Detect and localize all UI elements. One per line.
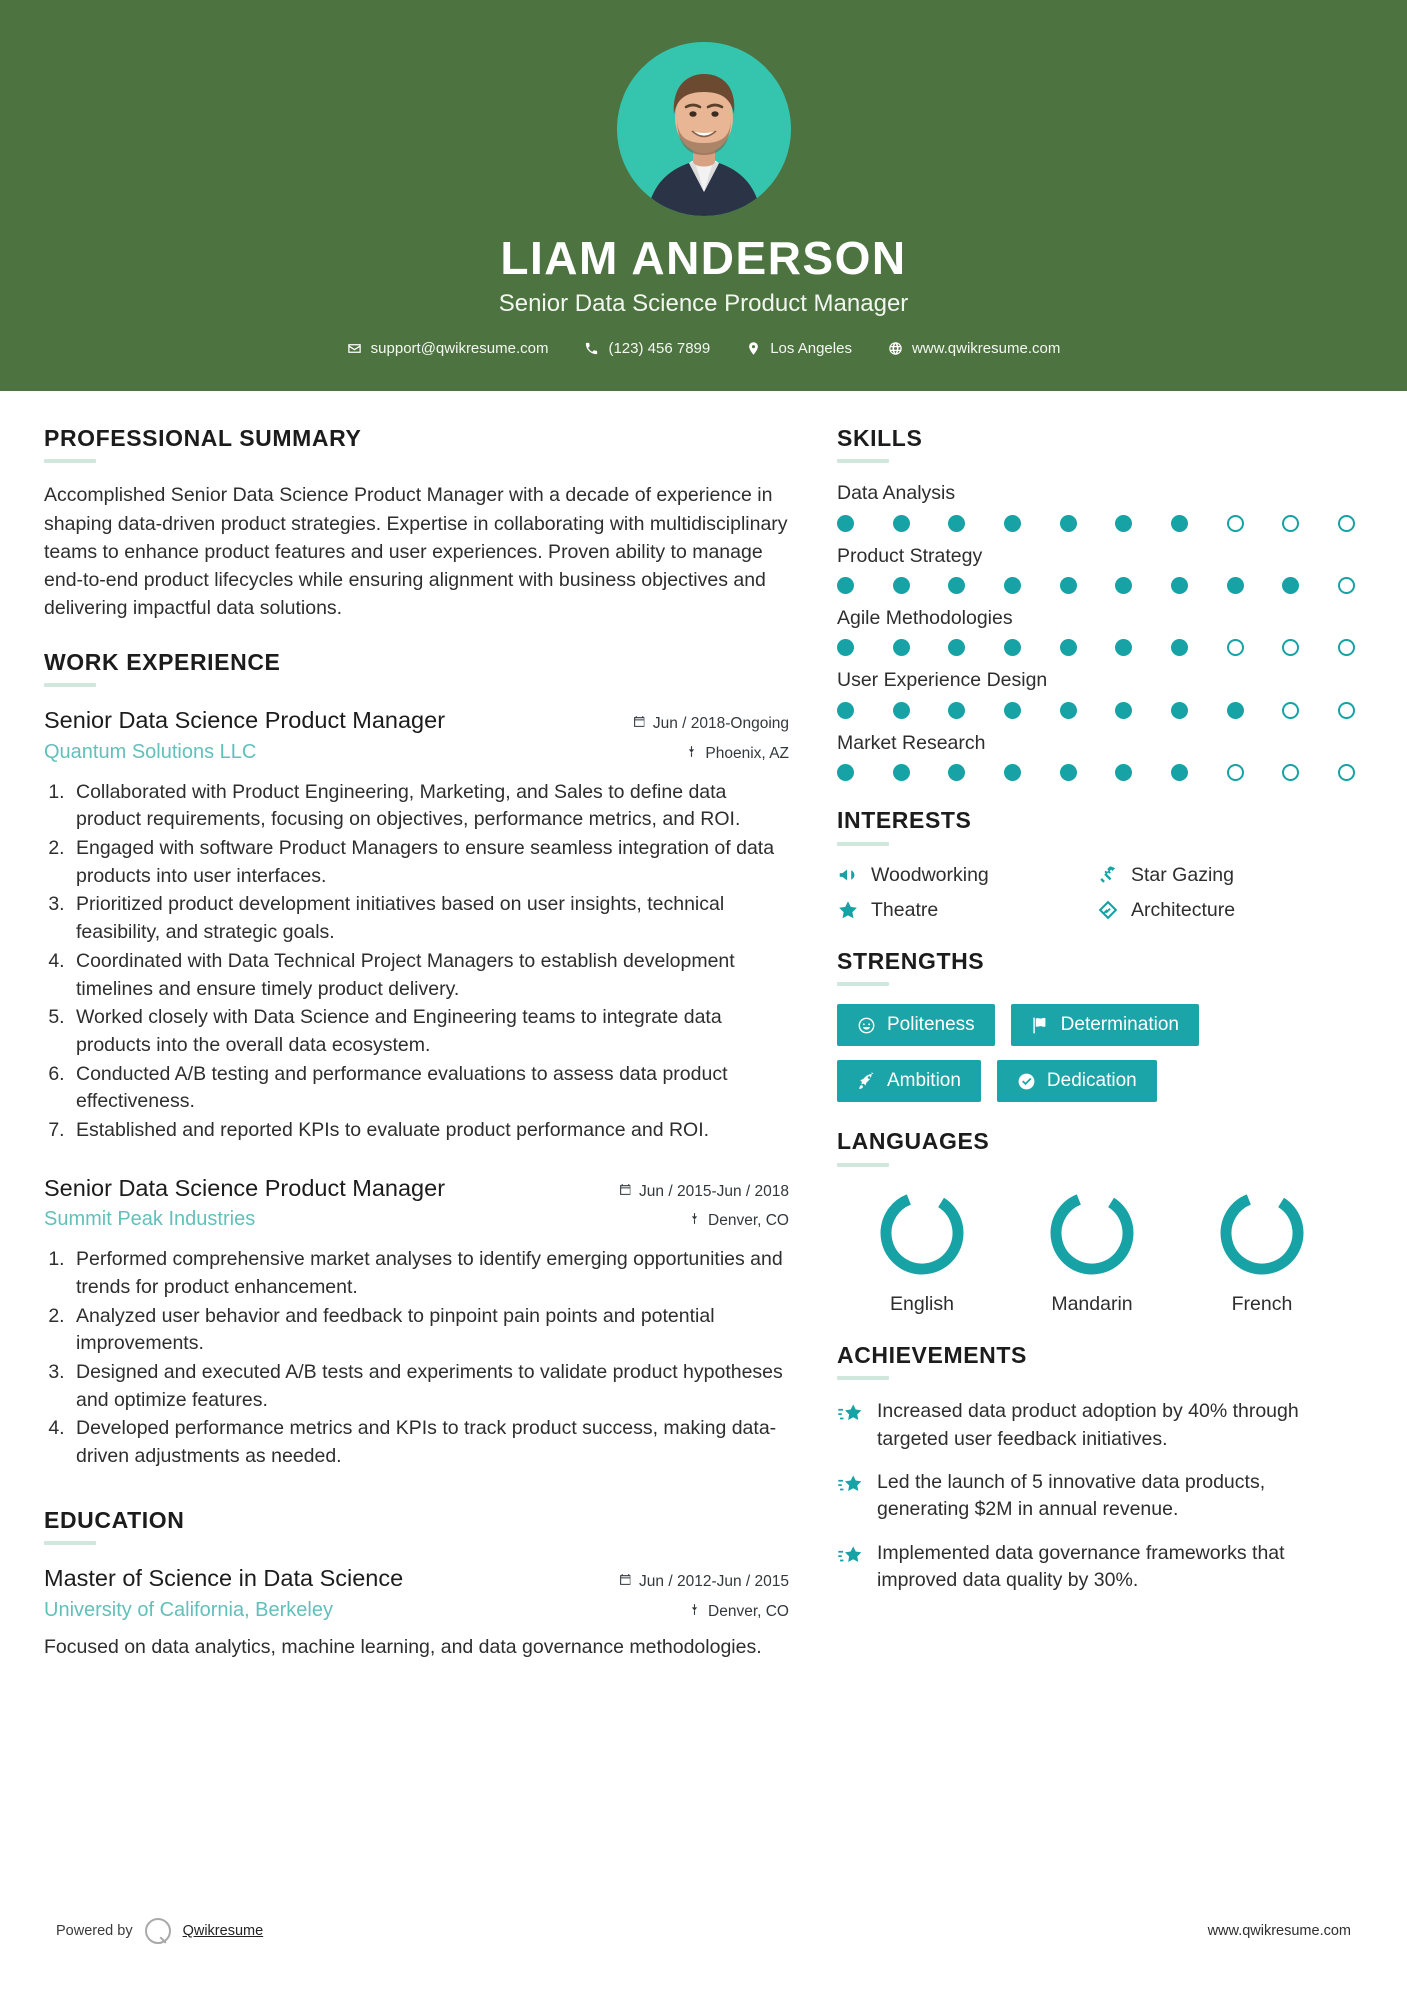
list-item: 3. Designed and executed A/B tests and experiments to validate product hypotheses and optimize features. (70, 1359, 789, 1414)
shooting-star-icon (837, 1401, 863, 1427)
section-title: ACHIEVEMENTS (837, 1341, 1027, 1368)
skill-label: Data Analysis (837, 482, 956, 505)
skill-dot-filled (1004, 577, 1021, 594)
language-item (1007, 1185, 1177, 1316)
section-title: LANGUAGES (837, 1128, 990, 1155)
job-location-text: Phoenix, AZ (705, 744, 789, 762)
skill-dot-filled (1004, 515, 1021, 532)
job-location (685, 740, 789, 763)
skill-label: Market Research (837, 731, 986, 754)
skill-dot-filled (948, 764, 965, 781)
list-item: 4. Coordinated with Data Technical Project Managers to establish development timelines and ensure timely product delivery. (70, 948, 789, 1003)
globe-icon (888, 341, 903, 356)
skill-dot-filled (1282, 577, 1299, 594)
skill-dot-filled (1171, 577, 1188, 594)
achievement-item (837, 1540, 1357, 1595)
list-item: 7. Established and reported KPIs to evaluate product performance and ROI. (70, 1117, 789, 1145)
check-circle-icon (1017, 1072, 1036, 1091)
skill-dot-filled (1004, 764, 1021, 781)
skill-dot-filled (837, 577, 854, 594)
job-header (44, 1173, 789, 1204)
section-divider (837, 459, 889, 463)
section-achievements (837, 1342, 1357, 1594)
contact-phone-text: (123) 456 7899 (608, 339, 711, 357)
rocket-icon (857, 1072, 876, 1091)
skill-item (837, 668, 1357, 718)
calendar-icon (619, 1183, 632, 1201)
skill-label: Agile Methodologies (837, 606, 1013, 629)
job-location (688, 1207, 789, 1230)
language-gauge (1214, 1185, 1310, 1281)
skill-dot-filled (893, 515, 910, 532)
job-title: Senior Data Science Product Manager (44, 707, 446, 734)
star-icon (837, 899, 859, 921)
skill-dot-filled (1115, 639, 1132, 656)
section-strengths (837, 948, 1357, 1103)
interest-label: Woodworking (871, 863, 989, 886)
summary-text: Accomplished Senior Data Science Product Manager with a decade of experience in shaping data-driven product strategies. Expertise in collaborating with multidisciplinary teams to enhance product features and user experiences. Proven ability to manage end-to-end product lifecycles while ensuring alignment with business objectives and delivering impactful data solutions. (44, 484, 788, 620)
footer-website[interactable]: www.qwikresume.com (1207, 1923, 1351, 1939)
skill-rating (837, 764, 1357, 781)
resume-body (0, 391, 1407, 1687)
achievement-text: Led the launch of 5 innovative data products, generating $2M in annual revenue. (877, 1470, 1266, 1521)
interest-label: Theatre (871, 898, 939, 921)
degree-title: Master of Science in Data Science (44, 1565, 404, 1592)
skill-dot-filled (948, 639, 965, 656)
section-work-experience (44, 649, 789, 1471)
skill-label: Product Strategy (837, 544, 983, 567)
job-dates (619, 1178, 789, 1201)
education-location-text: Denver, CO (708, 1602, 789, 1620)
language-label: English (890, 1292, 954, 1315)
skill-dot-filled (948, 515, 965, 532)
education-dates-text: Jun / 2012-Jun / 2015 (639, 1573, 789, 1591)
job-role-subtitle: Senior Data Science Product Manager (498, 289, 909, 317)
section-title: WORK EXPERIENCE (44, 648, 281, 675)
language-label: French (1231, 1292, 1293, 1315)
interest-item (837, 899, 1097, 922)
job-subheader (44, 739, 789, 766)
job-location-text: Denver, CO (708, 1212, 789, 1230)
job-title: Senior Data Science Product Manager (44, 1174, 446, 1201)
interest-label: Architecture (1131, 898, 1236, 921)
language-item (1177, 1185, 1347, 1316)
diamond-icon (1097, 899, 1119, 921)
job-entry (44, 1173, 789, 1471)
skill-dot-empty (1282, 515, 1299, 532)
skill-dot-filled (1171, 764, 1188, 781)
list-item: 6. Conducted A/B testing and performance evaluations to assess data product effectiveness. (70, 1061, 789, 1116)
powered-by-label: Powered by (56, 1923, 133, 1939)
section-skills (837, 425, 1357, 781)
skill-dot-empty (1227, 639, 1244, 656)
section-divider (44, 683, 96, 687)
interest-item (837, 864, 1097, 887)
skill-dot-filled (1004, 702, 1021, 719)
smiley-icon (857, 1016, 876, 1035)
strength-badge (837, 1060, 981, 1102)
strength-badge (1011, 1004, 1199, 1046)
contact-phone[interactable] (566, 340, 728, 357)
avatar (617, 42, 791, 216)
skill-dot-filled (837, 702, 854, 719)
skill-dot-filled (948, 702, 965, 719)
list-item: 1. Performed comprehensive market analyses to identify emerging opportunities and trends for product enhancement. (70, 1246, 789, 1301)
skill-dot-filled (1060, 702, 1077, 719)
skill-dot-filled (837, 515, 854, 532)
skill-dot-filled (1060, 764, 1077, 781)
section-divider (837, 1376, 889, 1380)
contact-website-text: www.qwikresume.com (911, 339, 1061, 357)
contact-email[interactable] (329, 340, 567, 357)
skill-item (837, 481, 1357, 531)
footer-branding (56, 1918, 263, 1944)
skill-dot-filled (893, 764, 910, 781)
skill-dot-empty (1338, 764, 1355, 781)
job-dates-text: Jun / 2015-Jun / 2018 (639, 1182, 789, 1200)
job-bullets (70, 1246, 789, 1471)
skill-dot-filled (1060, 577, 1077, 594)
skill-dot-filled (1171, 702, 1188, 719)
contact-location (728, 340, 870, 357)
skill-rating (837, 639, 1357, 656)
shooting-star-icon (837, 1543, 863, 1569)
skill-dot-filled (1115, 764, 1132, 781)
pin-icon (688, 1212, 701, 1230)
education-entry (44, 1563, 789, 1661)
section-title: STRENGTHS (837, 947, 985, 974)
skill-dot-empty (1282, 639, 1299, 656)
skill-dot-empty (1227, 764, 1244, 781)
skill-dot-filled (1227, 702, 1244, 719)
strength-label: Determination (1060, 1014, 1179, 1036)
section-divider (44, 459, 96, 463)
megaphone-icon (837, 864, 859, 886)
strengths-grid (837, 1004, 1357, 1102)
skill-dot-filled (1115, 702, 1132, 719)
section-professional-summary (44, 425, 789, 623)
company-name[interactable]: Quantum Solutions LLC (44, 740, 257, 763)
skill-dot-empty (1282, 764, 1299, 781)
skill-dot-filled (1171, 639, 1188, 656)
section-divider (837, 1163, 889, 1167)
skill-label: User Experience Design (837, 669, 1048, 692)
interest-item (1097, 864, 1357, 887)
skill-rating (837, 702, 1357, 719)
strength-label: Ambition (887, 1070, 961, 1092)
language-gauge (874, 1185, 970, 1281)
section-title: PROFESSIONAL SUMMARY (44, 424, 362, 451)
list-item: 1. Collaborated with Product Engineering, Marketing, and Sales to define data product requirements, focusing on objectives, performance metrics, and ROI. (70, 779, 789, 834)
company-name[interactable]: Summit Peak Industries (44, 1208, 256, 1231)
skill-dot-empty (1338, 702, 1355, 719)
skills-list (837, 481, 1357, 781)
skill-dot-empty (1282, 702, 1299, 719)
education-location (688, 1598, 789, 1621)
phone-icon (584, 341, 599, 356)
job-header (44, 705, 789, 736)
skill-dot-filled (893, 639, 910, 656)
education-subheader (44, 1597, 789, 1624)
skill-dot-empty (1338, 577, 1355, 594)
skill-item (837, 606, 1357, 656)
left-column (44, 425, 789, 1687)
section-education (44, 1507, 789, 1661)
contact-email-text: support@qwikresume.com (370, 339, 549, 357)
skill-item (837, 731, 1357, 781)
contact-bar (0, 340, 1407, 357)
language-item (837, 1185, 1007, 1316)
skill-dot-empty (1338, 515, 1355, 532)
skill-dot-filled (1115, 515, 1132, 532)
skill-dot-filled (893, 577, 910, 594)
job-subheader (44, 1206, 789, 1233)
skill-dot-filled (1060, 639, 1077, 656)
skill-dot-filled (1115, 577, 1132, 594)
skill-dot-filled (948, 577, 965, 594)
section-title: INTERESTS (837, 806, 972, 833)
list-item: 2. Analyzed user behavior and feedback to pinpoint pain points and potential improvements. (70, 1303, 789, 1358)
avatar-photo (617, 42, 791, 216)
skill-dot-filled (893, 702, 910, 719)
interests-grid (837, 864, 1357, 922)
right-column (837, 425, 1357, 1620)
map-pin-icon (746, 341, 761, 356)
list-item: 3. Prioritized product development initiatives based on user insights, technical feasibility, and strategic goals. (70, 891, 789, 946)
list-item: 2. Engaged with software Product Managers to ensure seamless integration of data products into user interfaces. (70, 835, 789, 890)
skill-dot-filled (1227, 577, 1244, 594)
resume-header (0, 0, 1407, 391)
skill-dot-filled (837, 764, 854, 781)
achievement-text: Implemented data governance frameworks that improved data quality by 30%. (877, 1541, 1285, 1591)
contact-location-text: Los Angeles (770, 339, 852, 357)
calendar-icon (633, 715, 646, 733)
section-title: EDUCATION (44, 1506, 185, 1533)
job-dates-text: Jun / 2018-Ongoing (652, 715, 789, 733)
education-description: Focused on data analytics, machine learning, and data governance methodologies. (44, 1635, 762, 1658)
interest-label: Star Gazing (1131, 863, 1234, 886)
qwikresume-logo-icon (145, 1918, 171, 1944)
language-gauge (1044, 1185, 1140, 1281)
skill-dot-filled (1171, 515, 1188, 532)
list-item: 4. Developed performance metrics and KPIs to track product success, making data-driven adjustments as needed. (70, 1415, 789, 1470)
skill-item (837, 544, 1357, 594)
list-item: 5. Worked closely with Data Science and Engineering teams to integrate data products into the overall data ecosystem. (70, 1004, 789, 1059)
brand-link[interactable]: Qwikresume (182, 1923, 264, 1939)
section-interests (837, 807, 1357, 922)
hammer-icon (1097, 864, 1119, 886)
job-entry (44, 705, 789, 1144)
achievement-text: Increased data product adoption by 40% through targeted user feedback initiatives. (877, 1400, 1299, 1450)
contact-website[interactable] (870, 340, 1078, 357)
education-header (44, 1563, 789, 1594)
strength-label: Dedication (1046, 1070, 1137, 1092)
section-divider (837, 982, 889, 986)
skill-dot-filled (837, 639, 854, 656)
pin-icon (688, 1603, 701, 1621)
section-divider (44, 1541, 96, 1545)
education-dates (619, 1568, 789, 1591)
section-languages (837, 1128, 1357, 1316)
strength-badge (997, 1060, 1157, 1102)
skill-dot-filled (1004, 639, 1021, 656)
job-dates (633, 710, 789, 733)
shooting-star-icon (837, 1472, 863, 1498)
school-name[interactable]: University of California, Berkeley (44, 1598, 333, 1621)
section-title: SKILLS (837, 424, 923, 451)
achievement-item (837, 1469, 1357, 1524)
skill-dot-empty (1338, 639, 1355, 656)
strength-badge (837, 1004, 995, 1046)
languages-list (837, 1185, 1357, 1316)
section-divider (837, 842, 889, 846)
skill-dot-empty (1227, 515, 1244, 532)
page-title: LIAM ANDERSON (500, 232, 907, 284)
page-footer (0, 1918, 1407, 1944)
achievement-item (837, 1398, 1357, 1453)
pin-icon (685, 745, 698, 763)
job-bullets (70, 779, 789, 1145)
language-label: Mandarin (1051, 1292, 1133, 1315)
skill-rating (837, 515, 1357, 532)
flag-icon (1031, 1016, 1050, 1035)
envelope-icon (347, 341, 362, 356)
calendar-icon (619, 1573, 632, 1591)
interest-item (1097, 899, 1357, 922)
skill-dot-filled (1060, 515, 1077, 532)
skill-rating (837, 577, 1357, 594)
strength-label: Politeness (887, 1014, 975, 1036)
